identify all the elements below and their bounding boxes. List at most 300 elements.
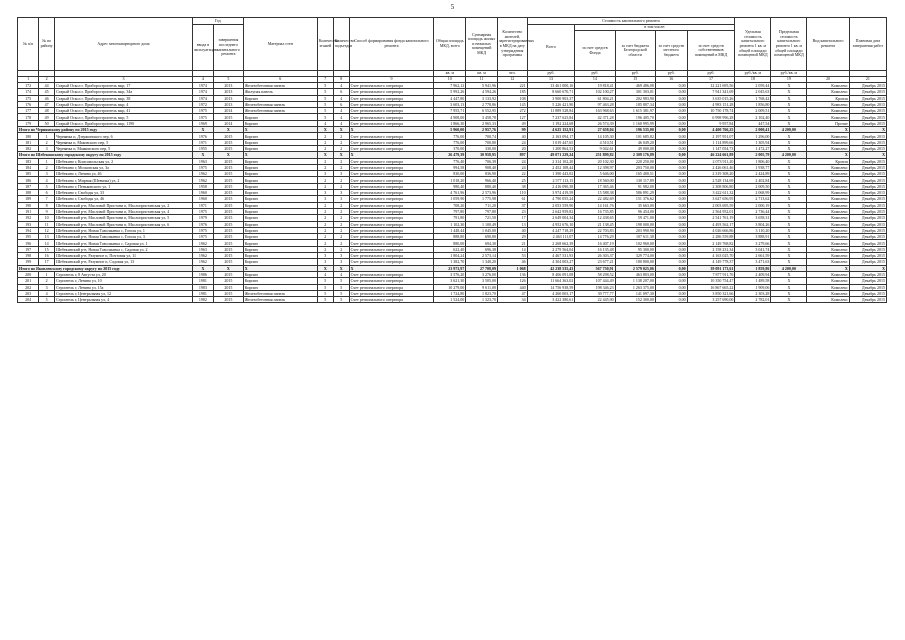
fund-cost-cell: 9 042,61 <box>575 145 615 151</box>
address-cell: Шебекинский р-н, Масловой Пристани п, Маслопристанская ул, 5 <box>55 215 193 221</box>
repair-type-cell: Комплекс <box>807 253 849 259</box>
limit-cost-cell: X <box>771 120 807 126</box>
year-built-cell: 1962 <box>192 240 213 246</box>
group-title-cell: Итого по Шебекинскому городскому округу по 2015 году <box>18 152 193 158</box>
unit-cell: руб./кв. м <box>735 71 771 77</box>
residents-cell: 185 <box>497 89 527 95</box>
floors-cell: 3 <box>317 259 333 265</box>
entrances-cell: 2 <box>333 158 349 164</box>
row-number-cell: 202 <box>18 284 39 290</box>
fund-cost-cell: 18 560,00 <box>575 177 615 183</box>
area-premises-cell: 1 100,49 <box>466 221 498 227</box>
repair-type-cell: Комплекс <box>807 215 849 221</box>
unit-cell: руб. <box>687 71 735 77</box>
fund-cost-cell: 22 703,83 <box>575 227 615 233</box>
area-premises-cell: 700,80 <box>466 139 498 145</box>
material-cell: Железобетонная панель <box>243 101 317 107</box>
limit-cost-cell: X <box>771 284 807 290</box>
local-cost-cell: 0,00 <box>655 246 687 252</box>
owners-cost-cell: 1 114 899,66 <box>687 139 735 145</box>
entrances-cell: 3 <box>333 171 349 177</box>
column-number-cell: 18 <box>735 77 771 83</box>
limit-cost-cell: 4 200,00 <box>771 127 807 133</box>
total-cost-cell: 3 974 419,59 <box>527 190 575 196</box>
local-cost-cell: 0,00 <box>655 265 687 271</box>
column-number-cell: 12 <box>497 77 527 83</box>
fund-method-cell: Счет регионального оператора <box>349 215 434 221</box>
column-number-cell: 21 <box>849 77 886 83</box>
limit-cost-cell: X <box>771 108 807 114</box>
year-repair-cell: 2015 <box>214 171 244 177</box>
year-built-cell: 1975 <box>192 208 213 214</box>
year-built-cell: 1976 <box>192 221 213 227</box>
fund-method-cell: Счет регионального оператора <box>349 89 434 95</box>
column-number-cell: 1 <box>18 77 39 83</box>
residents-cell: 29 <box>497 234 527 240</box>
area-cell: 3 603,13 <box>434 101 466 107</box>
fund-method-cell: Счет регионального оператора <box>349 190 434 196</box>
unit-cost-cell: 2 661,59 <box>735 253 771 259</box>
deadline-cell: Декабрь 2015 <box>849 133 886 139</box>
unit-cost-cell: 1 859,86 <box>735 265 771 271</box>
local-cost-cell: 0,00 <box>655 215 687 221</box>
fund-method-cell: X <box>349 152 434 158</box>
header-local: за счет средств местного бюджета <box>655 31 687 71</box>
deadline-cell: Декабрь 2015 <box>849 215 886 221</box>
year-repair-cell: 2015 <box>214 183 244 189</box>
local-cost-cell: 0,00 <box>655 297 687 303</box>
row-number-cell: 196 <box>18 240 39 246</box>
local-cost-cell: 0,00 <box>655 83 687 89</box>
regional-cost-cell: 198 000,00 <box>615 221 655 227</box>
column-number-cell: 15 <box>615 77 655 83</box>
fund-cost-cell: 16 135,48 <box>575 246 615 252</box>
repair-type-cell: Комплекс <box>807 83 849 89</box>
floors-cell: X <box>317 127 333 133</box>
material-cell: Кирпич <box>243 259 317 265</box>
fund-cost-cell: 251 899,82 <box>575 152 615 158</box>
year-repair-cell: 2015 <box>214 164 244 170</box>
deadline-cell: X <box>849 127 886 133</box>
limit-cost-cell: X <box>771 101 807 107</box>
area-cell: 4 761,96 <box>434 190 466 196</box>
unit-cell: руб. <box>575 71 615 77</box>
owners-cost-cell: 46 224 661,89 <box>687 152 735 158</box>
residents-cell: 145 <box>497 101 527 107</box>
local-cost-cell: 0,00 <box>655 183 687 189</box>
year-repair-cell: 2013 <box>214 95 244 101</box>
area-premises-cell: 1 340,20 <box>466 259 498 265</box>
area-premises-cell: 3 133,92 <box>466 95 498 101</box>
regional-cost-cell: 180 800,00 <box>615 259 655 265</box>
area-premises-cell: 1 775,98 <box>466 196 498 202</box>
local-cost-cell: 0,00 <box>655 101 687 107</box>
address-cell: Шебекинский р-н, Новая Таволжанка с, Гоголя ул, 1 <box>55 227 193 233</box>
capital-repair-register-table <box>17 17 887 303</box>
header-cost-group: Стоимость капитального ремонта <box>527 18 735 25</box>
repair-type-cell: Прочие <box>807 120 849 126</box>
fund-method-cell: Счет регионального оператора <box>349 145 434 151</box>
year-built-cell: 1981 <box>192 290 213 296</box>
row-number-cell: 182 <box>18 145 39 151</box>
column-number-cell: 19 <box>771 77 807 83</box>
fund-cost-cell: 5 646,00 <box>575 171 615 177</box>
unit-cost-cell: 3 041,74 <box>735 246 771 252</box>
area-cell: 830,00 <box>434 171 466 177</box>
limit-cost-cell: X <box>771 171 807 177</box>
fund-cost-cell: 198 346,23 <box>575 284 615 290</box>
address-cell: Шебекино г, Пеньковского ул, 1 <box>55 183 193 189</box>
row-number-cell: 186 <box>18 177 39 183</box>
area-premises-cell: 721,50 <box>466 215 498 221</box>
deadline-cell: Декабрь 2015 <box>849 240 886 246</box>
area-premises-cell: 1 323,70 <box>466 297 498 303</box>
rayon-number-cell: 4 <box>39 290 55 296</box>
fund-cost-cell: 97 463,28 <box>575 101 615 107</box>
material-cell: Кирпич <box>243 215 317 221</box>
fund-method-cell: Счет регионального оператора <box>349 83 434 89</box>
local-cost-cell: 0,00 <box>655 108 687 114</box>
header-deadline: Плановая дата завершения работ <box>849 18 886 71</box>
header-total: Всего <box>527 25 575 71</box>
floors-cell: 2 <box>317 227 333 233</box>
fund-cost-cell: 26 303,37 <box>575 253 615 259</box>
entrances-cell: 2 <box>333 183 349 189</box>
year-built-cell: 1975 <box>192 108 213 114</box>
owners-cost-cell: 39 091 173,61 <box>687 265 735 271</box>
regional-cost-cell: 96 454,00 <box>615 208 655 214</box>
area-premises-cell: 3 458,78 <box>466 114 498 120</box>
floors-cell: 2 <box>317 177 333 183</box>
local-cost-cell: 0,00 <box>655 253 687 259</box>
owners-cost-cell: 2 197 951,07 <box>687 133 735 139</box>
area-premises-cell: 797,80 <box>466 208 498 214</box>
row-number-cell: 191 <box>18 208 39 214</box>
repair-type-cell: Комплекс <box>807 259 849 265</box>
fund-cost-cell: 4 510,51 <box>575 139 615 145</box>
regional-cost-cell: 1 263 375,00 <box>615 284 655 290</box>
year-repair-cell: 2015 <box>214 253 244 259</box>
residents-cell: 110 <box>497 190 527 196</box>
material-cell: Кирпич <box>243 164 317 170</box>
fund-method-cell: Счет регионального оператора <box>349 101 434 107</box>
residents-cell: 25 <box>497 177 527 183</box>
column-number-cell: 4 <box>192 77 213 83</box>
floors-cell: 5 <box>317 297 333 303</box>
fund-cost-cell: 17 365,46 <box>575 183 615 189</box>
owners-cost-cell: 4 493 562,17 <box>687 221 735 227</box>
deadline-cell: Декабрь 2015 <box>849 95 886 101</box>
total-cost-cell: 1 200 864,53 <box>527 145 575 151</box>
fund-method-cell: Счет регионального оператора <box>349 196 434 202</box>
regional-cost-cell: 46 049,20 <box>615 139 655 145</box>
local-cost-cell: 0,00 <box>655 139 687 145</box>
fund-cost-cell: 23 677,21 <box>575 259 615 265</box>
floors-cell: 3 <box>317 196 333 202</box>
material-cell: Кирпич <box>243 196 317 202</box>
area-cell: 7 962,12 <box>434 83 466 89</box>
owners-cost-cell: 2 528 134,69 <box>687 177 735 183</box>
local-cost-cell: 0,00 <box>655 196 687 202</box>
row-number-cell: 194 <box>18 227 39 233</box>
fund-method-cell: Счет регионального оператора <box>349 133 434 139</box>
owners-cost-cell: 2 073 911,20 <box>687 158 735 164</box>
year-repair-cell: 2015 <box>214 278 244 284</box>
entrances-cell: 6 <box>333 89 349 95</box>
unit-cost-cell: 3 658,31 <box>735 215 771 221</box>
address-cell: Шебекино г, Ленина ул, 46 <box>55 171 193 177</box>
area-cell: 980,40 <box>434 183 466 189</box>
address-cell: Чернянка п, Дзержинского пер, 6 <box>55 133 193 139</box>
year-repair-cell: 2014 <box>214 108 244 114</box>
area-cell: 370,00 <box>434 145 466 151</box>
regional-cost-cell: 130 117,89 <box>615 177 655 183</box>
deadline-cell: Декабрь 2015 <box>849 227 886 233</box>
repair-type-cell: Комплекс <box>807 183 849 189</box>
rayon-number-cell: 2 <box>39 139 55 145</box>
regional-cost-cell: 463 803,00 <box>615 271 655 277</box>
residents-cell: 14 <box>497 246 527 252</box>
row-number-cell: 174 <box>18 89 39 95</box>
repair-type-cell: Комплекс <box>807 145 849 151</box>
area-cell: 1 866,30 <box>434 120 466 126</box>
rayon-number-cell: 5 <box>39 183 55 189</box>
material-cell: Кирпич <box>243 114 317 120</box>
header-unit-cost: Удельная стоимость капитального ремонта 1 кв. м общей площади помещений МКД <box>735 18 771 71</box>
repair-type-cell: Комплекс <box>807 221 849 227</box>
owners-cost-cell: 3 627 656,95 <box>687 196 735 202</box>
area-cell: 3 576,20 <box>434 271 466 277</box>
rayon-number-cell: 3 <box>39 145 55 151</box>
area-cell: 1 524,00 <box>434 297 466 303</box>
residents-cell: 49 <box>497 120 527 126</box>
total-cost-cell: 2 577 113,15 <box>527 177 575 183</box>
entrances-cell: 2 <box>333 215 349 221</box>
header-year-repair: завершения последнего капитального ремонта <box>214 25 244 71</box>
header-limit-cost: Предельная стоимость капитального ремонта 1 кв. м общей площади помещений МКД <box>771 18 807 71</box>
material-cell: Железобетонная панель <box>243 290 317 296</box>
year-built-cell: X <box>192 265 213 271</box>
material-cell: Кирпич <box>243 240 317 246</box>
deadline-cell: Декабрь 2015 <box>849 278 886 284</box>
material-cell: Кирпич <box>243 208 317 214</box>
deadline-cell: Декабрь 2015 <box>849 284 886 290</box>
fund-cost-cell: 58 298,52 <box>575 271 615 277</box>
regional-cost-cell: 1 138 207,00 <box>615 278 655 284</box>
unit-cost-cell: 447,54 <box>735 120 771 126</box>
rayon-number-cell: 16 <box>39 253 55 259</box>
year-built-cell: 1974 <box>192 95 213 101</box>
residents-cell: 46 <box>497 259 527 265</box>
unit-cost-cell: 2 736,44 <box>735 208 771 214</box>
fund-method-cell: Счет регионального оператора <box>349 158 434 164</box>
regional-cost-cell: 152 300,00 <box>615 297 655 303</box>
deadline-cell: X <box>849 152 886 158</box>
area-cell: 4 908,00 <box>434 114 466 120</box>
floors-cell: 4 <box>317 271 333 277</box>
repair-type-cell: Комплекс <box>807 101 849 107</box>
owners-cost-cell: 2 308 806,80 <box>687 183 735 189</box>
limit-cost-cell: X <box>771 83 807 89</box>
rayon-number-cell: 11 <box>39 221 55 227</box>
entrances-cell: 3 <box>333 196 349 202</box>
row-number-cell: 181 <box>18 139 39 145</box>
rayon-number-cell: 7 <box>39 196 55 202</box>
row-number-cell: 185 <box>18 171 39 177</box>
owners-cost-cell: 1 147 054,73 <box>687 145 735 151</box>
limit-cost-cell: X <box>771 278 807 284</box>
unit-cost-cell: 2 303,28 <box>735 290 771 296</box>
address-cell: Шебекино г, Комсомольская ул, 2 <box>55 158 193 164</box>
row-number-cell: 175 <box>18 95 39 101</box>
material-cell: Кирпич <box>243 221 317 227</box>
entrances-cell: 2 <box>333 202 349 208</box>
repair-type-cell: Комплекс <box>807 278 849 284</box>
fund-method-cell: Счет регионального оператора <box>349 114 434 120</box>
rayon-number-cell: 13 <box>39 234 55 240</box>
year-repair-cell: 2015 <box>214 284 244 290</box>
entrances-cell: 2 <box>333 133 349 139</box>
header-owners: за счет средств собственников помещений в МКД <box>687 31 735 71</box>
rayon-number-cell: 3 <box>39 284 55 290</box>
area-premises-cell: 330,00 <box>466 145 498 151</box>
repair-type-cell: Комплекс <box>807 227 849 233</box>
deadline-cell: Декабрь 2015 <box>849 297 886 303</box>
year-built-cell: 1975 <box>192 114 213 120</box>
total-cost-cell: 1 019 447,65 <box>527 139 575 145</box>
owners-cost-cell: 2 286 559,88 <box>687 234 735 240</box>
area-premises-cell: 2 778,86 <box>466 101 498 107</box>
residents-cell: 99 <box>497 127 527 133</box>
year-built-cell: 1981 <box>192 278 213 284</box>
total-cost-cell: 4 952 676,10 <box>527 221 575 227</box>
area-cell: 776,00 <box>434 133 466 139</box>
local-cost-cell: 0,00 <box>655 158 687 164</box>
material-cell: Кирпич <box>243 190 317 196</box>
limit-cost-cell: X <box>771 158 807 164</box>
limit-cost-cell: X <box>771 297 807 303</box>
fund-method-cell: Счет регионального оператора <box>349 227 434 233</box>
material-cell: Кирпич <box>243 177 317 183</box>
entrances-cell: 5 <box>333 290 349 296</box>
unit-cost-cell: 2 000,41 <box>735 127 771 133</box>
year-repair-cell: 2015 <box>214 177 244 183</box>
deadline-cell: Декабрь 2015 <box>849 145 886 151</box>
area-cell: 622,40 <box>434 246 466 252</box>
repair-type-cell: Комплекс <box>807 190 849 196</box>
rayon-number-cell: 1 <box>39 133 55 139</box>
repair-type-cell: X <box>807 265 849 271</box>
table-body <box>18 83 887 303</box>
deadline-cell: Декабрь 2015 <box>849 234 886 240</box>
repair-type-cell: Комплекс <box>807 196 849 202</box>
fund-cost-cell: 15 588,38 <box>575 190 615 196</box>
residents-cell: 127 <box>497 114 527 120</box>
unit-cost-cell: 2 713,62 <box>735 196 771 202</box>
address-cell: Старый Оскол г, Приборостроитель мкр, 5 <box>55 114 193 120</box>
fund-cost-cell: 12 398,97 <box>575 164 615 170</box>
address-cell: Шебекино г, Мирная (Шевчика) ул, 2 <box>55 177 193 183</box>
rayon-number-cell: 50 <box>39 120 55 126</box>
area-premises-cell: 2 573,14 <box>466 253 498 259</box>
year-repair-cell: 2015 <box>214 234 244 240</box>
owners-cost-cell: 3 850 321,66 <box>687 290 735 296</box>
address-cell: Шебекино г, Свободы ул, 33 <box>55 190 193 196</box>
local-cost-cell: 0,00 <box>655 120 687 126</box>
area-cell: 994,58 <box>434 164 466 170</box>
floors-cell: 5 <box>317 89 333 95</box>
total-cost-cell: 2 163 094,17 <box>527 133 575 139</box>
residents-cell: 136 <box>497 271 527 277</box>
limit-cost-cell: 4 200,00 <box>771 152 807 158</box>
deadline-cell: Декабрь 2015 <box>849 139 886 145</box>
unit-cost-cell: 3 888,91 <box>735 234 771 240</box>
address-cell: Шебекинский р-н, Новая Таволжанка с, Садовая ул, 1 <box>55 240 193 246</box>
area-cell: 1 102,30 <box>434 221 466 227</box>
repair-type-cell: Комплекс <box>807 202 849 208</box>
fund-method-cell: Счет регионального оператора <box>349 297 434 303</box>
floors-cell: 2 <box>317 246 333 252</box>
area-premises-cell: 711,20 <box>466 202 498 208</box>
regional-cost-cell: 203 750,00 <box>615 164 655 170</box>
fund-method-cell: Счет регионального оператора <box>349 240 434 246</box>
unit-cost-cell: 2 424,89 <box>735 171 771 177</box>
regional-cost-cell: 151 376,62 <box>615 196 655 202</box>
material-cell: Железобетонная панель <box>243 297 317 303</box>
fund-cost-cell: 16 735,85 <box>575 208 615 214</box>
owners-cost-cell: 12 221 695,56 <box>687 83 735 89</box>
row-number-cell: 178 <box>18 114 39 120</box>
header-material: Материал стен <box>243 18 317 71</box>
fund-method-cell: Счет регионального оператора <box>349 208 434 214</box>
limit-cost-cell: X <box>771 183 807 189</box>
residents-cell: 1 068 <box>497 265 527 271</box>
unit-cell: руб. <box>615 71 655 77</box>
unit-cost-cell: 2 005,79 <box>735 152 771 158</box>
address-cell: Старый Оскол г, Приборостроитель мкр, 41 <box>55 108 193 114</box>
total-cost-cell: 11 889 528,84 <box>527 108 575 114</box>
column-number-cell: 8 <box>333 77 349 83</box>
unit-cost-cell: 2 402,84 <box>735 177 771 183</box>
table-header <box>18 18 887 83</box>
limit-cost-cell: X <box>771 133 807 139</box>
address-cell: Шебекинский р-н, Разумное п, Садовая ул, 13 <box>55 259 193 265</box>
entrances-cell: 2 <box>333 145 349 151</box>
total-cost-cell: 4 260 003,17 <box>527 290 575 296</box>
column-number-cell: 2 <box>39 77 55 83</box>
group-title-cell: Итого по Яковлевскому городскому округу по 2015 году <box>18 265 193 271</box>
regional-cost-cell: 586 891,29 <box>615 190 655 196</box>
year-repair-cell: 2015 <box>214 297 244 303</box>
owners-cost-cell: 2 003 695,59 <box>687 202 735 208</box>
row-number-cell: 180 <box>18 133 39 139</box>
material-cell: Кирпич <box>243 284 317 290</box>
total-cost-cell: 8 660 670,71 <box>527 89 575 95</box>
unit-cost-cell: 1 909,06 <box>735 284 771 290</box>
fund-method-cell: X <box>349 265 434 271</box>
row-number-cell: 179 <box>18 120 39 126</box>
area-cell: 888,80 <box>434 234 466 240</box>
limit-cost-cell: X <box>771 215 807 221</box>
entrances-cell: 2 <box>333 139 349 145</box>
page-number: 5 <box>450 3 455 11</box>
address-cell: Шебекинский р-н, Разумное п, Почтовая ул, 11 <box>55 253 193 259</box>
year-built-cell: 1963 <box>192 246 213 252</box>
limit-cost-cell: X <box>771 208 807 214</box>
year-built-cell: X <box>192 127 213 133</box>
material-cell: X <box>243 265 317 271</box>
year-repair-cell: 2015 <box>214 133 244 139</box>
